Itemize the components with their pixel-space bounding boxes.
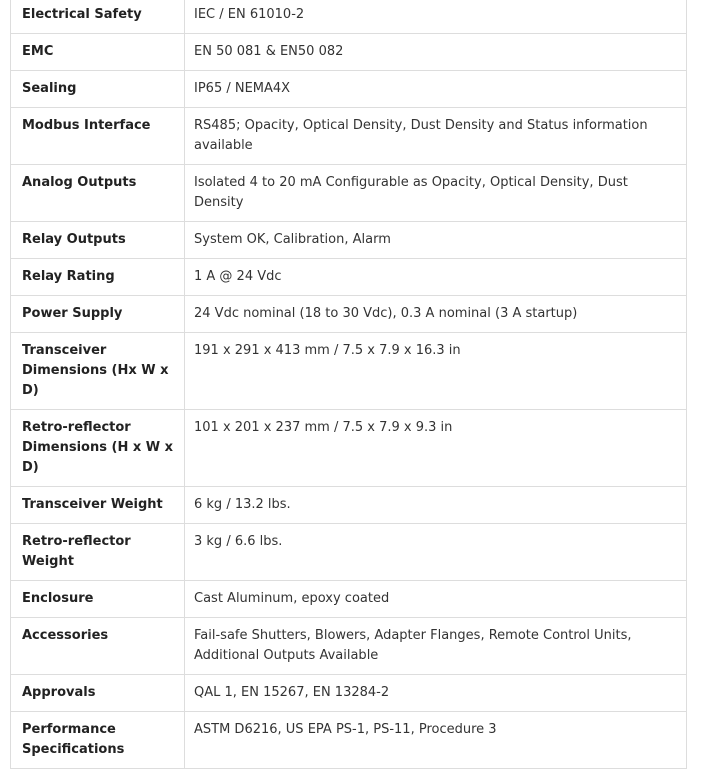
spec-label: Electrical Safety [11,0,185,34]
spec-label: Transceiver Dimensions (Hx W x D) [11,333,185,410]
spec-value: IP65 / NEMA4X [185,71,687,108]
table-row [11,165,687,222]
table-row [11,712,687,769]
spec-label: Accessories [11,618,185,675]
spec-value: RS485; Opacity, Optical Density, Dust Density and Status information available [185,108,687,165]
spec-value: Isolated 4 to 20 mA Configurable as Opacity, Optical Density, Dust Density [185,165,687,222]
table-row [11,675,687,712]
table-row [11,71,687,108]
spec-value: System OK, Calibration, Alarm [185,222,687,259]
table-row [11,34,687,71]
spec-value: 1 A @ 24 Vdc [185,259,687,296]
spec-value: Fail-safe Shutters, Blowers, Adapter Flanges, Remote Control Units, Additional Outputs Available [185,618,687,675]
spec-value: 6 kg / 13.2 lbs. [185,487,687,524]
table-row [11,410,687,487]
spec-label: Sealing [11,71,185,108]
table-row [11,487,687,524]
table-row [11,524,687,581]
spec-value: 3 kg / 6.6 lbs. [185,524,687,581]
spec-value: QAL 1, EN 15267, EN 13284-2 [185,675,687,712]
table-row [11,618,687,675]
table-row [11,581,687,618]
spec-value: ASTM D6216, US EPA PS-1, PS-11, Procedure 3 [185,712,687,769]
spec-value: Cast Aluminum, epoxy coated [185,581,687,618]
spec-label: Retro-reflector Dimensions (H x W x D) [11,410,185,487]
specifications-table [10,0,687,769]
spec-label: Approvals [11,675,185,712]
table-row [11,259,687,296]
spec-label: Modbus Interface [11,108,185,165]
spec-label: Performance Specifications [11,712,185,769]
spec-label: Transceiver Weight [11,487,185,524]
table-row [11,0,687,34]
table-row [11,222,687,259]
spec-value: 191 x 291 x 413 mm / 7.5 x 7.9 x 16.3 in [185,333,687,410]
spec-label: Power Supply [11,296,185,333]
spec-label: Analog Outputs [11,165,185,222]
spec-value: EN 50 081 & EN50 082 [185,34,687,71]
table-row [11,333,687,410]
spec-value: 101 x 201 x 237 mm / 7.5 x 7.9 x 9.3 in [185,410,687,487]
spec-value: IEC / EN 61010-2 [185,0,687,34]
spec-value: 24 Vdc nominal (18 to 30 Vdc), 0.3 A nominal (3 A startup) [185,296,687,333]
table-row [11,296,687,333]
spec-label: Retro-reflector Weight [11,524,185,581]
spec-label: EMC [11,34,185,71]
spec-label: Relay Outputs [11,222,185,259]
spec-label: Relay Rating [11,259,185,296]
spec-label: Enclosure [11,581,185,618]
table-row [11,108,687,165]
